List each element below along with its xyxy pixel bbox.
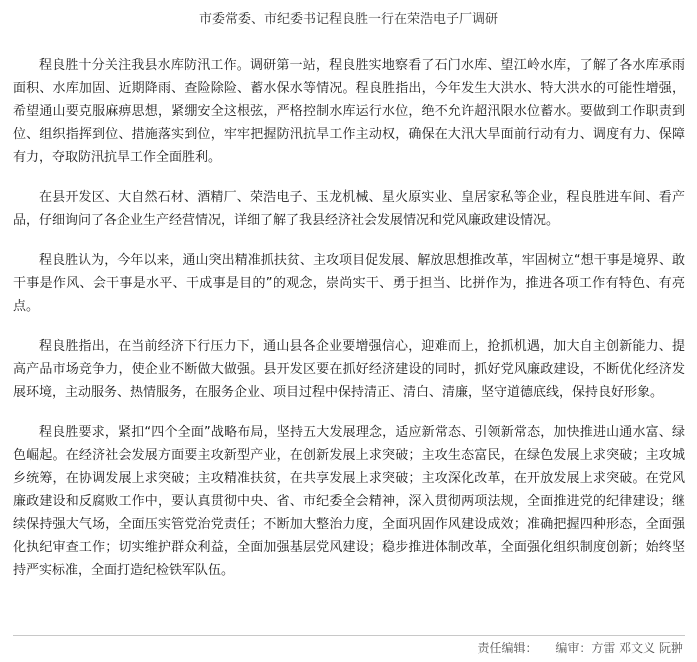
editor-credit [478,640,683,656]
editor-label: 责任编辑： [477,641,538,655]
paragraph: 程良胜认为，今年以来，通山突出精准抓扶贫、主攻项目促发展、解放思想推改革，牢固树立“想干事是境界、敢干事是作风、会干事是水平、干成事是目的”的观念，崇尚实干、勇于担当、比拼作为，推进各项工作有特色、有亮点。 [13,253,685,314]
footer-divider [13,635,685,636]
paragraph: 程良胜指出，在当前经济下行压力下，通山县各企业要增强信心，迎难而上，抢抓机遇，加大自主创新能力、提高产品市场竞争力，使企业不断做大做强。县开发区要在抓好经济建设的同时，抓好党风廉政建设，不断优化经济发展环境，主动服务、热情服务，在服务企业、项目过程中保持清正、清白、清廉，坚守道德底线，保持良好形象。 [13,339,685,400]
article-title: 市委常委、市纪委书记程良胜一行在荣浩电子厂调研 [198,12,498,27]
paragraph: 在县开发区、大自然石材、酒精厂、荣浩电子、玉龙机械、星火原实业、皇居家私等企业，程良胜进车间、看产品，仔细询问了各企业生产经营情况，详细了解了我县经济社会发展情况和党风廉政建设情况。 [13,190,685,228]
editor-names: 编审：方雷 邓文义 阮翀 [555,641,683,655]
paragraph: 程良胜十分关注我县水库防汛工作。调研第一站，程良胜实地察看了石门水库、望江岭水库，了解了各水库承雨面积、水库加固、近期降雨、查险除险、蓄水保水等情况。程良胜指出，今年发生大洪水、特大洪水的可能性增强，希望通山要克服麻痹思想，紧绷安全这根弦，严格控制水库运行水位，绝不允许超汛限水位蓄水。要做到工作职责到位、组织指挥到位、措施落实到位，牢牢把握防汛抗旱工作主动权，确保在大汛大旱面前行动有力、调度有力、保障有力，夺取防汛抗旱工作全面胜利。 [13,58,685,165]
article-body [13,54,685,599]
paragraph: 程良胜要求，紧扣“四个全面”战略布局，坚持五大发展理念，适应新常态、引领新常态，加快推进山通水富、绿色崛起。在经济社会发展方面要主攻新型产业，在创新发展上求突破；主攻生态富民，在绿色发展上求突破；主攻城乡统筹，在协调发展上求突破；主攻精准扶贫，在共享发展上求突破；主攻深化改革，在开放发展上求突破。在党风廉政建设和反腐败工作中，要认真贯彻中央、省、市纪委全会精神，深入贯彻两项法规，全面推进党的纪律建设；继续保持强大气场，全面压实管党治党责任；不断加大整治力度，全面巩固作风建设成效；准确把握四种形态，全面强化执纪审查工作；切实维护群众利益，全面加强基层党风建设；稳步推进体制改革，全面强化组织制度创新；始终坚持严实标准，全面打造纪检铁军队伍。 [13,425,685,578]
